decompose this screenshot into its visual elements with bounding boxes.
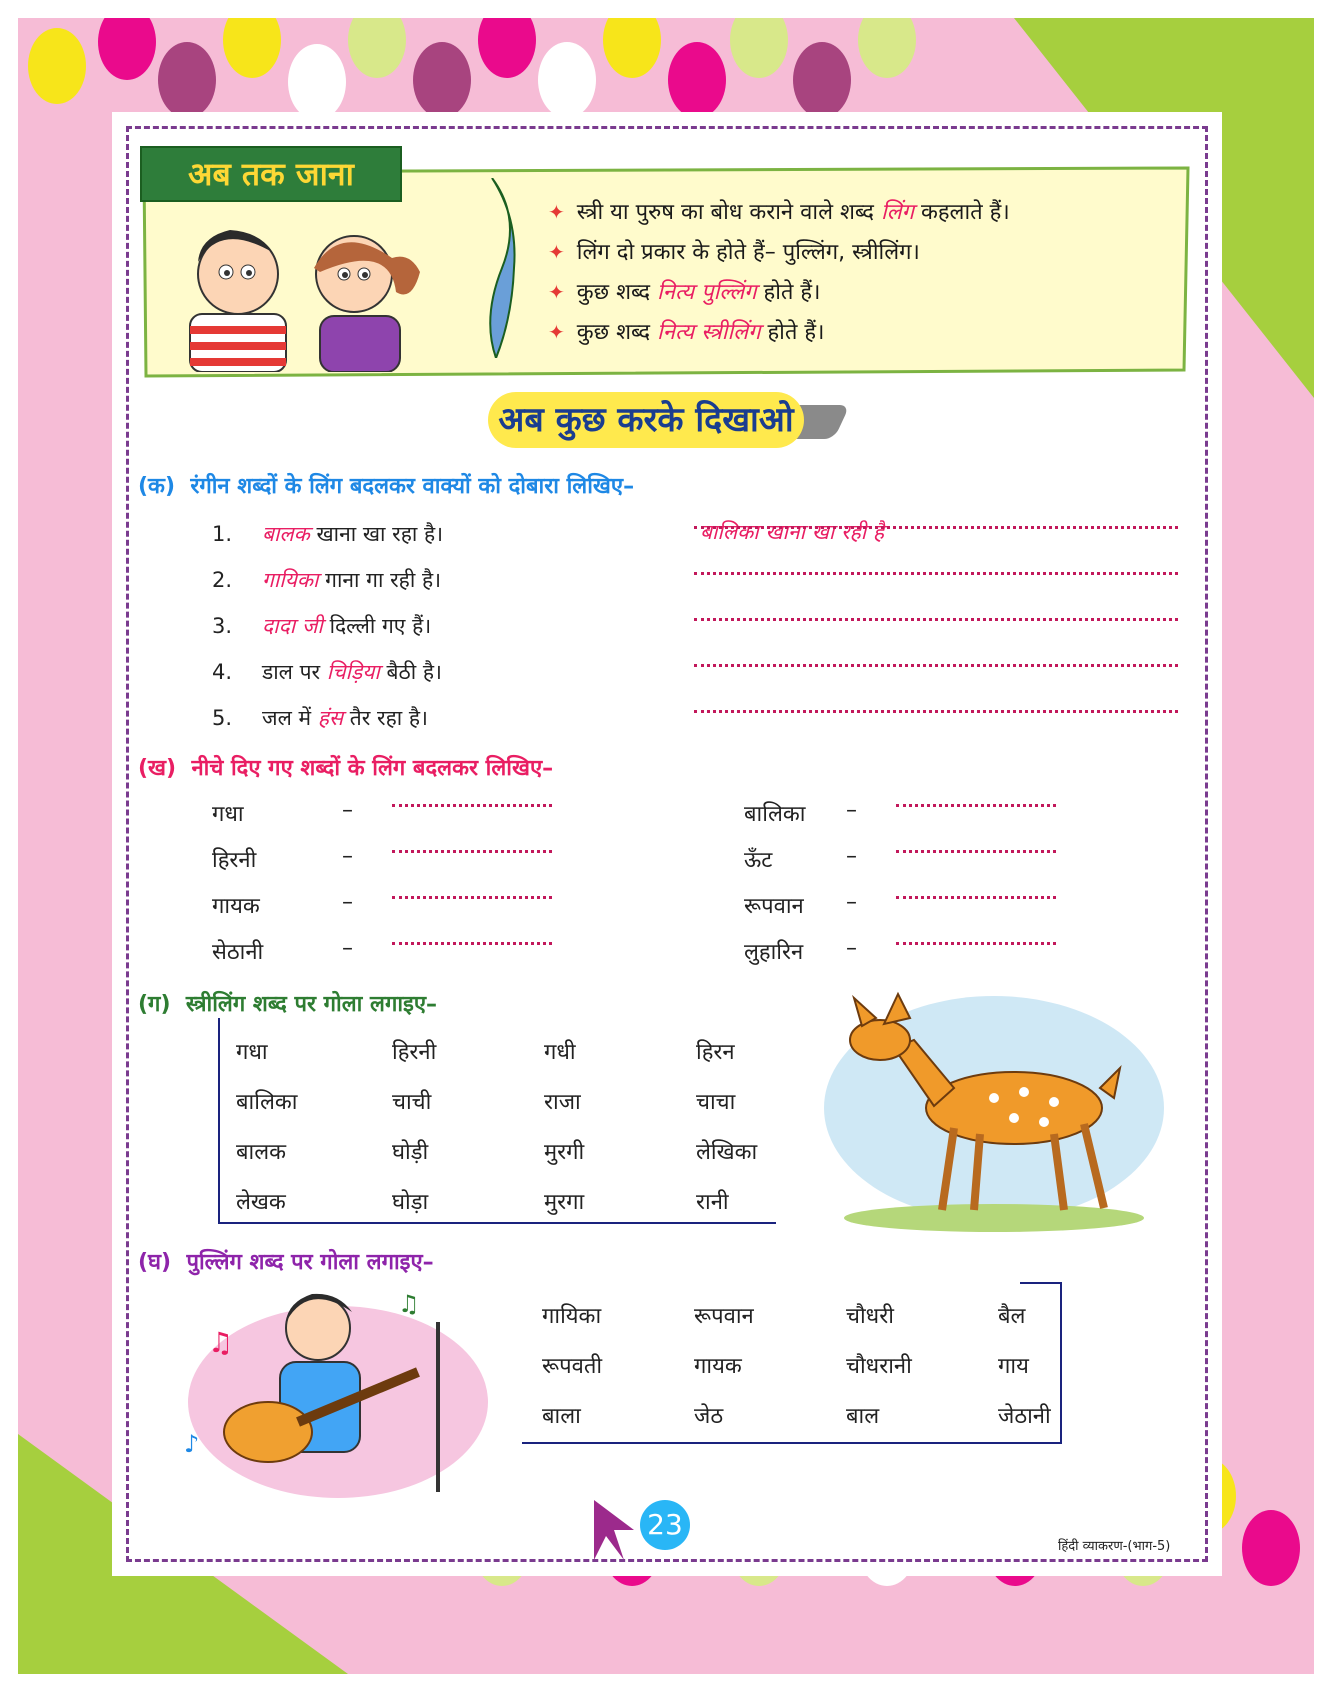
- decor-dot: [413, 42, 471, 118]
- star-icon: ✦: [548, 280, 565, 304]
- gha-word[interactable]: चौधरानी: [846, 1354, 912, 1379]
- kha-dash: –: [342, 890, 353, 915]
- ga-word[interactable]: हिरन: [696, 1040, 735, 1065]
- decor-dot: [603, 18, 661, 78]
- decor-dot: [288, 44, 346, 120]
- page-number-decoration: [594, 1500, 644, 1560]
- recap-bullet: ✦ लिंग दो प्रकार के होते हैं– पुल्लिंग, स्त्रीलिंग।: [548, 240, 920, 265]
- footer-title: हिंदी व्याकरण-(भाग-5): [1058, 1539, 1171, 1554]
- ga-word[interactable]: घोड़ा: [392, 1190, 429, 1215]
- gha-word-box: [522, 1282, 1062, 1444]
- kha-word: ऊँट: [744, 848, 773, 873]
- answer-line[interactable]: [694, 710, 1178, 713]
- kha-dash: –: [342, 844, 353, 869]
- kha-word: रूपवान: [744, 894, 804, 919]
- ga-word[interactable]: चाची: [392, 1090, 432, 1115]
- kha-word: बालिका: [744, 802, 806, 827]
- section-kha-heading: (ख) नीचे दिए गए शब्दों के लिंग बदलकर लिखिए–: [138, 756, 554, 781]
- star-icon: ✦: [548, 320, 565, 344]
- answer-line[interactable]: [896, 804, 1056, 807]
- ga-word[interactable]: बालक: [236, 1140, 287, 1165]
- svg-text:♪: ♪: [184, 1430, 200, 1458]
- gha-word[interactable]: जेठ: [694, 1404, 724, 1429]
- ka-sentence-5: 5. जल में हंस तैर रहा है।: [212, 706, 428, 730]
- answer-line[interactable]: [896, 850, 1056, 853]
- kids-illustration: [160, 212, 420, 372]
- ribbon-divider: [482, 178, 522, 358]
- recap-bullets: [548, 192, 1010, 352]
- section-gha-heading: (घ) पुल्लिंग शब्द पर गोला लगाइए–: [138, 1250, 434, 1275]
- answer-line[interactable]: [694, 618, 1178, 621]
- kha-word: गधा: [212, 802, 244, 827]
- kha-dash: –: [342, 936, 353, 961]
- answer-line[interactable]: [896, 896, 1056, 899]
- ga-word[interactable]: मुरगा: [544, 1190, 585, 1215]
- ga-word[interactable]: रानी: [696, 1190, 729, 1215]
- section-ka-heading: (क) रंगीन शब्दों के लिंग बदलकर वाक्यों को दोबारा लिखिए–: [138, 474, 635, 499]
- ga-word-box: [218, 1018, 776, 1224]
- kha-dash: –: [342, 798, 353, 823]
- answer-line[interactable]: [896, 942, 1056, 945]
- ga-word[interactable]: बालिका: [236, 1090, 298, 1115]
- answer-line[interactable]: [392, 942, 552, 945]
- ga-word[interactable]: चाचा: [696, 1090, 736, 1115]
- ka-sentence-1: 1. बालक खाना खा रहा है।: [212, 522, 444, 546]
- answer-line[interactable]: [694, 526, 1178, 529]
- kha-word: हिरनी: [212, 848, 257, 873]
- decor-dot: [223, 18, 281, 78]
- section-ga-heading: (ग) स्त्रीलिंग शब्द पर गोला लगाइए–: [138, 992, 437, 1017]
- gha-word[interactable]: जेठानी: [998, 1404, 1051, 1429]
- decor-dot: [730, 18, 788, 78]
- answer-line[interactable]: [694, 572, 1178, 575]
- svg-text:♫: ♫: [208, 1326, 234, 1359]
- gha-word[interactable]: बाल: [846, 1404, 880, 1429]
- ka-sentence-3: 3. दादा जी दिल्ली गए हैं।: [212, 614, 432, 638]
- decor-dot: [158, 42, 216, 118]
- ga-word[interactable]: मुरगी: [544, 1140, 585, 1165]
- kha-dash: –: [846, 844, 857, 869]
- star-icon: ✦: [548, 240, 565, 264]
- decor-dot: [793, 42, 851, 118]
- deer-illustration: [814, 988, 1166, 1238]
- gha-word[interactable]: रूपवान: [694, 1304, 754, 1329]
- gha-word[interactable]: गाय: [998, 1354, 1029, 1379]
- kha-dash: –: [846, 936, 857, 961]
- ga-word[interactable]: गधी: [544, 1040, 576, 1065]
- decor-dot: [538, 42, 596, 118]
- gha-word[interactable]: गायक: [694, 1354, 742, 1379]
- answer-line[interactable]: [392, 896, 552, 899]
- decor-dot: [1242, 1510, 1300, 1586]
- star-icon: ✦: [548, 200, 565, 224]
- kha-word: सेठानी: [212, 940, 264, 965]
- ga-word[interactable]: लेखक: [236, 1190, 286, 1215]
- decor-dot: [668, 42, 726, 118]
- answer-line[interactable]: [392, 804, 552, 807]
- answer-line[interactable]: [392, 850, 552, 853]
- decor-dot: [28, 28, 86, 104]
- recap-title: अब तक जाना: [140, 146, 402, 202]
- gha-word[interactable]: बैल: [998, 1304, 1026, 1329]
- gha-box-top-edge: [1020, 1282, 1062, 1284]
- decor-dot: [348, 18, 406, 78]
- gha-word[interactable]: चौधरी: [846, 1304, 894, 1329]
- boy-guitar-illustration: [168, 1282, 498, 1502]
- gha-word[interactable]: रूपवती: [542, 1354, 603, 1379]
- kha-dash: –: [846, 890, 857, 915]
- gha-word[interactable]: गायिका: [542, 1304, 602, 1329]
- svg-text:♫: ♫: [398, 1290, 420, 1318]
- decor-dot: [858, 18, 916, 78]
- ka-sentence-4: 4. डाल पर चिड़िया बैठी है।: [212, 660, 442, 684]
- recap-bullet: ✦ स्त्री या पुरुष का बोध कराने वाले शब्द लिंग कहलाते हैं।: [548, 200, 1010, 225]
- ga-word[interactable]: राजा: [544, 1090, 581, 1115]
- gha-word[interactable]: बाला: [542, 1404, 581, 1429]
- decor-dot: [98, 18, 156, 80]
- ka-answer-1: बालिका खाना खा रही है: [700, 520, 885, 544]
- kha-word: लुहारिन: [744, 940, 804, 965]
- kha-word: गायक: [212, 894, 260, 919]
- recap-bullet: ✦ कुछ शब्द नित्य पुल्लिंग होते हैं।: [548, 280, 821, 305]
- activity-banner: अब कुछ करके दिखाओ: [488, 392, 804, 448]
- ga-word[interactable]: गधा: [236, 1040, 268, 1065]
- ga-word[interactable]: लेखिका: [696, 1140, 758, 1165]
- answer-line[interactable]: [694, 664, 1178, 667]
- ga-word[interactable]: घोड़ी: [392, 1140, 429, 1165]
- decor-dot: [478, 18, 536, 78]
- ka-sentence-2: 2. गायिका गाना गा रही है।: [212, 568, 442, 592]
- ga-word[interactable]: हिरनी: [392, 1040, 437, 1065]
- page-number: 23: [640, 1500, 690, 1550]
- kha-dash: –: [846, 798, 857, 823]
- recap-bullet: ✦ कुछ शब्द नित्य स्त्रीलिंग होते हैं।: [548, 320, 825, 345]
